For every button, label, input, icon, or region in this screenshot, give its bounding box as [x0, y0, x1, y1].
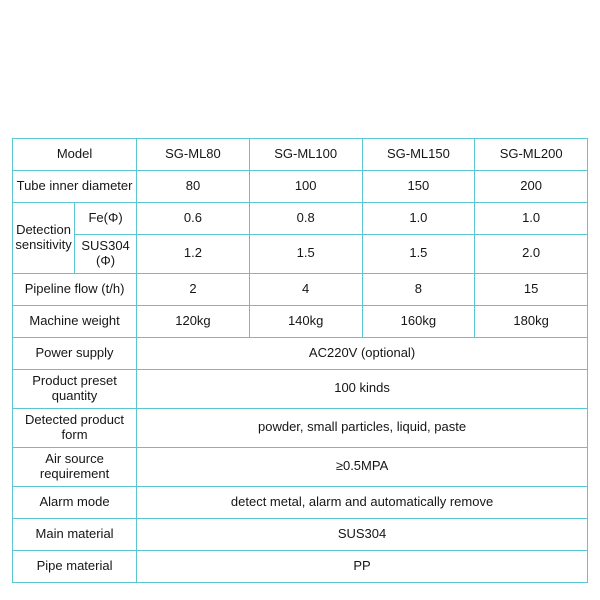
table-row [13, 337, 588, 369]
row-label-main-material: Main material [13, 518, 137, 550]
table-cell-alarm-mode: detect metal, alarm and automatically remove [137, 486, 588, 518]
table-cell: 1.5 [362, 235, 475, 274]
table-row [13, 171, 588, 203]
model-sg-ml100: SG-ML100 [249, 139, 362, 171]
table-cell: 2 [137, 273, 250, 305]
table-row [13, 518, 588, 550]
row-sublabel-sus304: SUS304 (Φ) [75, 235, 137, 274]
table-cell-air-source-requirement: ≥0.5MPA [137, 447, 588, 486]
table-row [13, 486, 588, 518]
table-cell-product-preset-quantity: 100 kinds [137, 369, 588, 408]
specification-table [12, 138, 588, 583]
table-row [13, 273, 588, 305]
table-cell: 80 [137, 171, 250, 203]
table-cell: 180kg [475, 305, 588, 337]
table-row [13, 369, 588, 408]
table-cell-main-material: SUS304 [137, 518, 588, 550]
model-sg-ml200: SG-ML200 [475, 139, 588, 171]
table-cell: 120kg [137, 305, 250, 337]
table-cell: 160kg [362, 305, 475, 337]
table-cell: 0.8 [249, 203, 362, 235]
table-cell: 15 [475, 273, 588, 305]
row-label-pipeline-flow: Pipeline flow (t/h) [13, 273, 137, 305]
row-label-detected-product-form: Detected product form [13, 408, 137, 447]
table-cell: 0.6 [137, 203, 250, 235]
detection-sensitivity-line2: sensitivity [15, 236, 72, 252]
table-row [13, 408, 588, 447]
table-row [13, 203, 588, 235]
table-row [13, 550, 588, 582]
table-cell: 100 [249, 171, 362, 203]
table-cell: 140kg [249, 305, 362, 337]
row-label-tube-inner-diameter: Tube inner diameter [13, 171, 137, 203]
table-cell: 150 [362, 171, 475, 203]
specification-table-container [12, 138, 588, 583]
row-label-alarm-mode: Alarm mode [13, 486, 137, 518]
table-cell: 1.5 [249, 235, 362, 274]
row-label-model: Model [13, 139, 137, 171]
table-cell: 1.0 [362, 203, 475, 235]
row-label-power-supply: Power supply [13, 337, 137, 369]
table-cell: 4 [249, 273, 362, 305]
row-label-pipe-material: Pipe material [13, 550, 137, 582]
table-cell-power-supply: AC220V (optional) [137, 337, 588, 369]
detection-sensitivity-line1: Detection [16, 222, 71, 237]
row-label-product-preset-quantity: Product preset quantity [13, 369, 137, 408]
row-label-machine-weight: Machine weight [13, 305, 137, 337]
table-cell: 8 [362, 273, 475, 305]
row-sublabel-fe: Fe(Φ) [75, 203, 137, 235]
table-row [13, 305, 588, 337]
table-cell-pipe-material: PP [137, 550, 588, 582]
table-cell-detected-product-form: powder, small particles, liquid, paste [137, 408, 588, 447]
table-cell: 200 [475, 171, 588, 203]
row-label-air-source-requirement: Air source requirement [13, 447, 137, 486]
table-cell: 1.0 [475, 203, 588, 235]
table-cell: 1.2 [137, 235, 250, 274]
model-sg-ml150: SG-ML150 [362, 139, 475, 171]
table-row-header [13, 139, 588, 171]
table-row [13, 235, 588, 274]
table-row [13, 447, 588, 486]
row-label-detection-sensitivity [13, 203, 75, 274]
model-sg-ml80: SG-ML80 [137, 139, 250, 171]
table-cell: 2.0 [475, 235, 588, 274]
